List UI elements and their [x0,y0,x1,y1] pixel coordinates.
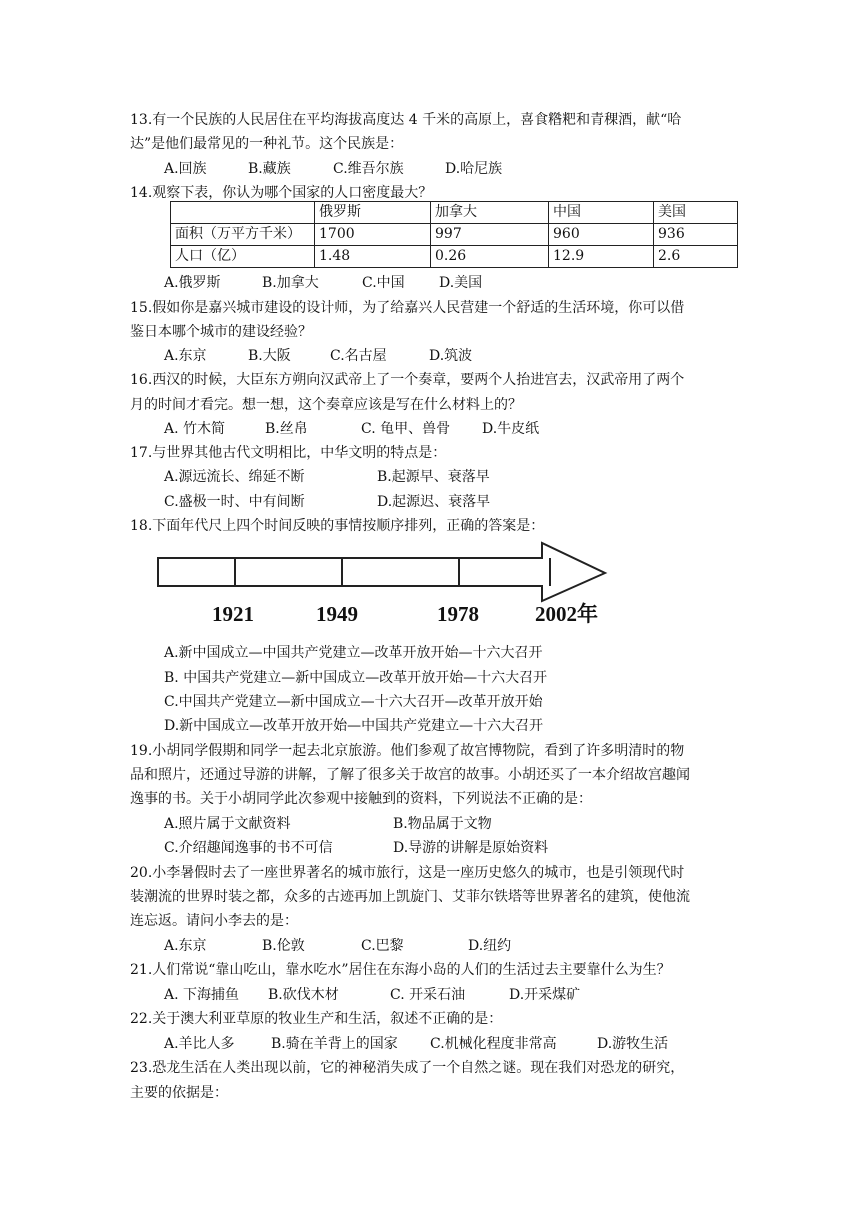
timeline-label-1949: 1949 [316,602,358,626]
q19-text-line-3: 逸事的书。关于小胡同学此次参观中接触到的资料，下列说法不正确的是： [130,791,592,807]
q21-option-b: B.砍伐木材 [268,987,339,1003]
q16-option-a: A. 竹木简 [164,421,226,437]
q14-option-b: B.加拿大 [262,275,319,291]
table-cell: 美国 [654,202,738,224]
q14-option-a: A.俄罗斯 [164,275,221,291]
q15-option-d: D.筑波 [429,348,473,364]
q20-option-c: C.巴黎 [361,938,404,954]
q13-option-a: A.回族 [164,161,207,177]
table-cell: 0.26 [431,246,549,268]
table-cell: 俄罗斯 [315,202,431,224]
q22-option-b: B.骑在羊背上的国家 [271,1036,398,1052]
q17-option-b: B.起源早、衰落早 [377,469,490,485]
q19-text-line-2: 品和照片，还通过导游的讲解，了解了很多关于故宫的故事。小胡还买了一本介绍故宫趣闻 [130,767,690,783]
q21-text-line-1: 21.人们常说“靠山吃山，靠水吃水”居住在东海小岛的人们的生活过去主要靠什么为生？ [130,962,671,978]
q14-text-line-1: 14.观察下表，你认为哪个国家的人口密度最大？ [130,185,433,201]
q19-option-c: C.介绍趣闻逸事的书不可信 [164,840,333,856]
q18-option-c: C.中国共产党建立—新中国成立—十六大召开—改革开放开始 [164,694,543,710]
q20-text-line-2: 装潮流的世界时装之都，众多的古迹再加上凯旋门、艾菲尔铁塔等世界著名的建筑，使他流 [130,889,690,905]
q16-option-d: D.牛皮纸 [482,421,540,437]
table-cell: 加拿大 [431,202,549,224]
q17-option-a: A.源远流长、绵延不断 [164,469,305,485]
q14-option-c: C.中国 [362,275,405,291]
timeline-label-1978: 1978 [437,602,479,626]
q20-option-d: D.纽约 [468,938,512,954]
q15-text-line-1: 15.假如你是嘉兴城市建设的设计师，为了给嘉兴人民营建一个舒适的生活环境，你可以借 [130,300,685,316]
q22-option-c: C.机械化程度非常高 [430,1036,557,1052]
timeline-label-1921: 1921 [212,602,254,626]
q17-text-line-1: 17.与世界其他古代文明相比，中华文明的特点是： [130,445,447,461]
population-table [170,201,738,268]
q18-option-a: A.新中国成立—中国共产党建立—改革开放开始—十六大召开 [164,645,543,661]
q20-text-line-3: 连忘返。请问小李去的是： [130,913,298,929]
table-cell: 2.6 [654,246,738,268]
q22-option-d: D.游牧生活 [597,1036,669,1052]
q13-text-line-1: 13.有一个民族的人民居住在平均海拔高度达 4 千米的高原上，喜食糌粑和青稞酒，献“哈 [130,112,682,128]
q20-option-b: B.伦敦 [262,938,305,954]
q13-option-b: B.藏族 [248,161,291,177]
q16-option-c: C. 龟甲、兽骨 [361,421,451,437]
q20-text-line-1: 20.小李暑假时去了一座世界著名的城市旅行，这是一座历史悠久的城市，也是引领现代时 [130,865,685,881]
q15-option-b: B.大阪 [248,348,291,364]
q23-text-line-2: 主要的依据是： [130,1085,228,1101]
table-cell: 人口（亿） [171,246,315,268]
q16-option-b: B.丝帛 [265,421,308,437]
q17-option-c: C.盛极一时、中有间断 [164,494,305,510]
q22-text-line-1: 22.关于澳大利亚草原的牧业生产和生活，叙述不正确的是： [130,1011,503,1027]
q15-option-a: A.东京 [164,348,207,364]
timeline-arrow [158,543,605,601]
table-cell: 面积（万平方千米） [171,224,315,246]
table-cell: 1700 [315,224,431,246]
q15-text-line-2: 鉴日本哪个城市的建设经验？ [130,324,312,340]
timeline-ruler [150,541,620,631]
table-cell: 12.9 [549,246,654,268]
q13-option-d: D.哈尼族 [445,161,503,177]
q17-option-d: D.起源迟、衰落早 [377,494,491,510]
q21-option-c: C. 开采石油 [390,987,466,1003]
q21-option-a: A. 下海捕鱼 [164,987,240,1003]
q19-option-d: D.导游的讲解是原始资料 [393,840,549,856]
table-cell: 中国 [549,202,654,224]
q14-option-d: D.美国 [439,275,483,291]
q15-option-c: C.名古屋 [330,348,387,364]
q20-option-a: A.东京 [164,938,207,954]
timeline-label-2002: 2002年 [535,602,598,626]
table-row [171,246,738,268]
table-cell [171,202,315,224]
table-header-row [171,202,738,224]
q16-text-line-2: 月的时间才看完。想一想，这个奏章应该是写在什么材料上的？ [130,397,522,413]
table-cell: 936 [654,224,738,246]
q19-text-line-1: 19.小胡同学假期和同学一起去北京旅游。他们参观了故宫博物院，看到了许多明清时的物 [130,743,685,759]
q21-option-d: D.开采煤矿 [509,987,581,1003]
q16-text-line-1: 16.西汉的时候，大臣东方朔向汉武帝上了一个奏章，要两个人抬进宫去，汉武帝用了两个 [130,372,685,388]
q18-option-b: B. 中国共产党建立—新中国成立—改革开放开始—十六大召开 [164,670,548,686]
table-row [171,224,738,246]
q13-option-c: C.维吾尔族 [333,161,404,177]
q18-option-d: D.新中国成立—改革开放开始—中国共产党建立—十六大召开 [164,718,544,734]
q23-text-line-1: 23.恐龙生活在人类出现以前，它的神秘消失成了一个自然之谜。现在我们对恐龙的研究， [130,1060,685,1076]
table-cell: 997 [431,224,549,246]
q22-option-a: A.羊比人多 [164,1036,235,1052]
q19-option-a: A.照片属于文献资料 [164,816,291,832]
q18-text-line-1: 18.下面年代尺上四个时间反映的事情按顺序排列，正确的答案是： [130,518,545,534]
table-cell: 960 [549,224,654,246]
q19-option-b: B.物品属于文物 [393,816,492,832]
table-cell: 1.48 [315,246,431,268]
q13-text-line-2: 达”是他们最常见的一种礼节。这个民族是： [130,136,404,152]
